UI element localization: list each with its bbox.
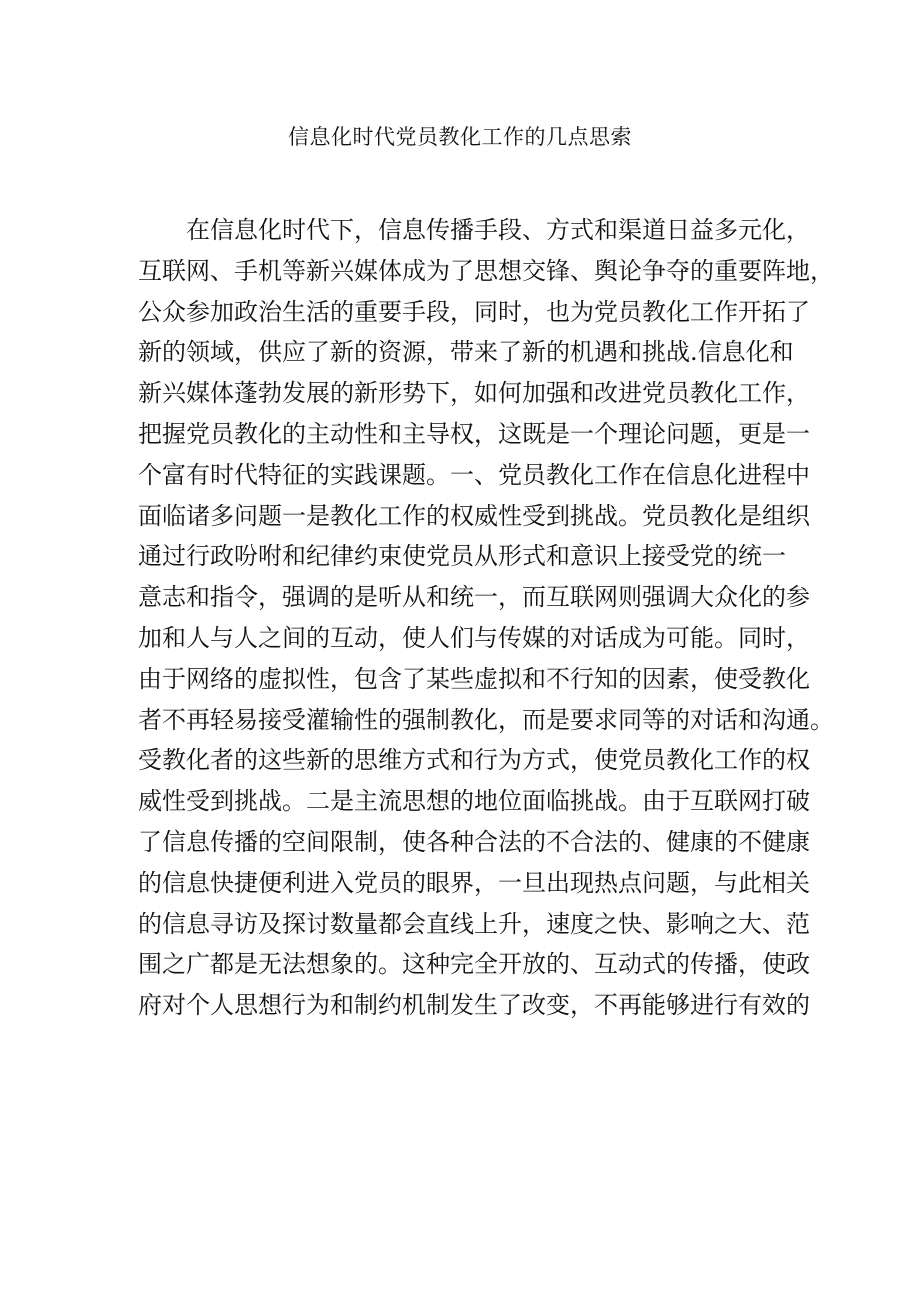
paragraph-line: 意志和指令，强调的是听从和统一，而互联网则强调大众化的参 <box>138 583 810 612</box>
paragraph-line: 新的领域，供应了新的资源，带来了新的机遇和挑战.信息化和 <box>138 338 794 367</box>
paragraph-line: 通过行政吩咐和纪律约束使党员从形式和意识上接受党的统一 <box>138 542 786 571</box>
paragraph-line: 加和人与人之间的互动，使人们与传媒的对话成为可能。同时， <box>138 623 810 652</box>
paragraph-line: 面临诸多问题一是教化工作的权威性受到挑战。党员教化是组织 <box>138 501 810 530</box>
paragraph-line: 的信息寻访及探讨数量都会直线上升，速度之快、影响之大、范 <box>138 909 810 938</box>
paragraph-line: 个富有时代特征的实践课题。一、党员教化工作在信息化进程中 <box>138 460 810 489</box>
paragraph-line: 威性受到挑战。二是主流思想的地位面临挑战。由于互联网打破 <box>138 787 810 816</box>
paragraph-line: 的信息快捷便利进入党员的眼界，一旦出现热点问题，与此相关 <box>138 868 810 897</box>
document-title: 信息化时代党员教化工作的几点思索 <box>288 125 632 149</box>
paragraph-line: 了信息传播的空间限制，使各种合法的不合法的、健康的不健康 <box>138 827 810 856</box>
document-body <box>138 210 834 1026</box>
paragraph-line: 受教化者的这些新的思维方式和行为方式，使党员教化工作的权 <box>138 746 810 775</box>
paragraph-line: 新兴媒体蓬勃发展的新形势下，如何加强和改进党员教化工作， <box>138 379 810 408</box>
paragraph-line: 把握党员教化的主动性和主导权，这既是一个理论问题，更是一 <box>138 419 810 448</box>
paragraph-line: 互联网、手机等新兴媒体成为了思想交锋、舆论争夺的重要阵地， <box>138 256 834 285</box>
paragraph-line: 者不再轻易接受灌输性的强制教化，而是要求同等的对话和沟通。 <box>138 705 834 734</box>
paragraph-line: 围之广都是无法想象的。这种完全开放的、互动式的传播，使政 <box>138 950 810 979</box>
paragraph-line: 在信息化时代下，信息传播手段、方式和渠道日益多元化， <box>186 216 810 244</box>
paragraph-line: 府对个人思想行为和制约机制发生了改变，不再能够进行有效的 <box>138 991 810 1020</box>
paragraph-line: 由于网络的虚拟性，包含了某些虚拟和不行知的因素，使受教化 <box>138 664 810 693</box>
paragraph-line: 公众参加政治生活的重要手段，同时，也为党员教化工作开拓了 <box>138 297 810 326</box>
